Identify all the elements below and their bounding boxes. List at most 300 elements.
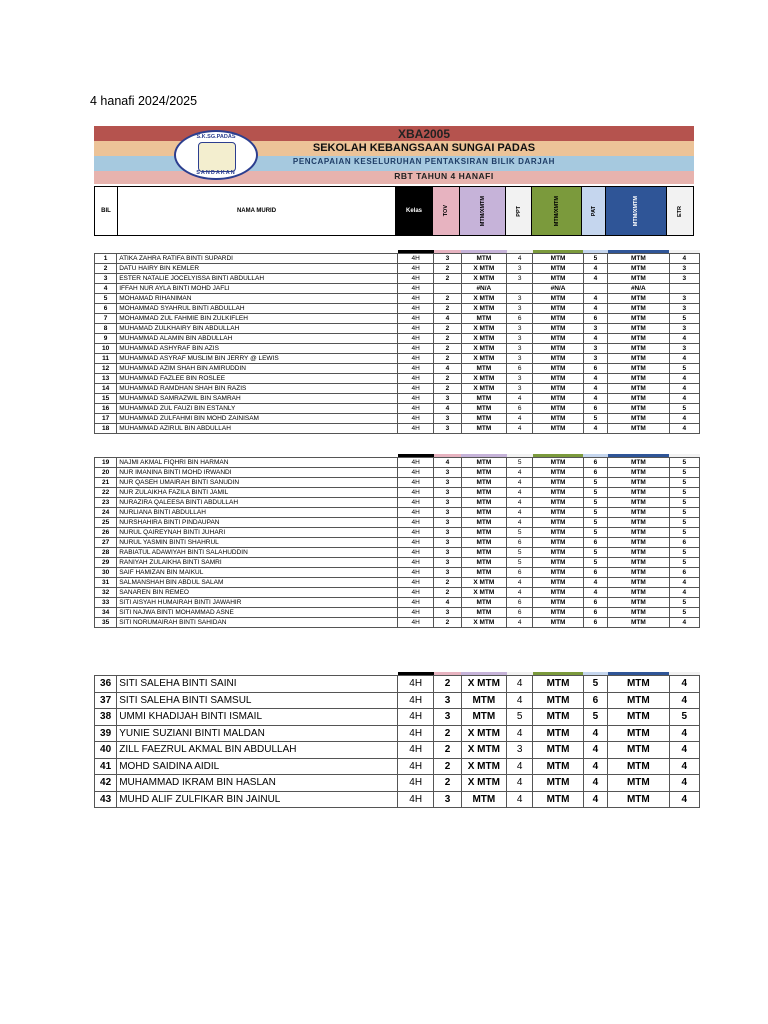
header-tov-label: TOV: [443, 205, 449, 217]
cell-mtm-2: MTM: [533, 578, 584, 588]
cell-etr: [669, 284, 699, 294]
cell-kelas: 4H: [398, 508, 434, 518]
cell-student-name: RANIYAH ZULAIKHA BINTI SAMRI: [117, 558, 398, 568]
cell-bil: 26: [95, 528, 117, 538]
cell-student-name: YUNIE SUZIANI BINTI MALDAN: [117, 725, 398, 742]
cell-mtm-1: MTM: [461, 468, 506, 478]
table-row: [95, 568, 700, 578]
cell-mtm-1: X MTM: [461, 304, 506, 314]
cell-kelas: 4H: [398, 324, 434, 334]
cell-tov: 3: [434, 254, 461, 264]
cell-pat: 4: [583, 274, 607, 284]
cell-bil: 5: [95, 294, 117, 304]
table-row: [95, 742, 700, 759]
banner-subtitle: PENCAPAIAN KESELURUHAN PENTAKSIRAN BILIK DARJAH: [292, 157, 556, 166]
header-mtm-1: [460, 187, 506, 235]
cell-etr: 5: [669, 548, 699, 558]
cell-mtm-2: MTM: [533, 394, 584, 404]
cell-pat: 5: [583, 528, 607, 538]
cell-pat: 3: [583, 324, 607, 334]
cell-etr: 5: [669, 488, 699, 498]
cell-kelas: 4H: [398, 538, 434, 548]
cell-pat: 6: [583, 364, 607, 374]
cell-mtm-1: MTM: [461, 488, 506, 498]
table-row: [95, 394, 700, 404]
cell-tov: 3: [434, 548, 461, 558]
cell-mtm-2: MTM: [533, 568, 584, 578]
cell-bil: 33: [95, 598, 117, 608]
cell-tov: 2: [434, 344, 461, 354]
cell-pat: 4: [583, 304, 607, 314]
cell-student-name: IFFAH NUR AYLA BINTI MOHD JAFLI: [117, 284, 398, 294]
cell-tov: 2: [434, 274, 461, 284]
cell-mtm-1: #N/A: [461, 284, 506, 294]
cell-student-name: NUR QASEH UMAIRAH BINTI SANUDIN: [117, 478, 398, 488]
cell-mtm-2: MTM: [533, 254, 584, 264]
header-mtm-2-label: MTM/XMTM: [553, 195, 560, 227]
cell-kelas: 4H: [398, 498, 434, 508]
table-row: [95, 692, 700, 709]
cell-ppt: 3: [507, 324, 533, 334]
cell-pat: 5: [583, 254, 607, 264]
cell-bil: 17: [95, 414, 117, 424]
cell-mtm-2: MTM: [533, 414, 584, 424]
cell-mtm-1: X MTM: [461, 274, 506, 284]
cell-mtm-1: X MTM: [461, 374, 506, 384]
table-row: [95, 284, 700, 294]
cell-mtm-1: X MTM: [461, 264, 506, 274]
cell-kelas: 4H: [398, 568, 434, 578]
table-row: [95, 488, 700, 498]
cell-mtm-2: MTM: [533, 264, 584, 274]
header-etr-label: ETR: [677, 205, 683, 217]
cell-etr: 5: [669, 468, 699, 478]
cell-ppt: 5: [507, 558, 533, 568]
school-logo-icon: [174, 130, 258, 180]
cell-kelas: 4H: [398, 518, 434, 528]
cell-mtm-2: MTM: [533, 488, 584, 498]
table-row: [95, 274, 700, 284]
cell-kelas: 4H: [398, 558, 434, 568]
cell-etr: 4: [669, 254, 699, 264]
cell-pat: 4: [583, 374, 607, 384]
cell-ppt: 6: [507, 538, 533, 548]
cell-mtm-2: MTM: [533, 498, 584, 508]
table-header: [94, 186, 694, 236]
document-title: 4 hanafi 2024/2025: [90, 94, 198, 108]
cell-student-name: MUHAMMAD AZIM SHAH BIN AMIRUDDIN: [117, 364, 398, 374]
cell-student-name: MUHAMAD ZULKHAIRY BIN ABDULLAH: [117, 324, 398, 334]
cell-bil: 40: [95, 742, 117, 759]
cell-tov: 2: [434, 264, 461, 274]
cell-mtm-3: MTM: [608, 518, 670, 528]
cell-mtm-1: MTM: [461, 518, 506, 528]
cell-bil: 32: [95, 588, 117, 598]
cell-mtm-1: MTM: [461, 598, 506, 608]
cell-mtm-1: X MTM: [461, 588, 506, 598]
cell-student-name: NUR ZULAIKHA FAZILA BINTI JAMIL: [117, 488, 398, 498]
cell-student-name: NURUL YASMIN BINTI SHAHRUL: [117, 538, 398, 548]
header-kelas: Kelas: [396, 187, 433, 235]
cell-ppt: 5: [507, 548, 533, 558]
cell-mtm-1: MTM: [461, 558, 506, 568]
cell-tov: 4: [434, 598, 461, 608]
cell-mtm-1: MTM: [461, 424, 506, 434]
cell-mtm-3: MTM: [608, 725, 670, 742]
cell-bil: 8: [95, 324, 117, 334]
cell-mtm-1: MTM: [461, 528, 506, 538]
cell-tov: 2: [434, 725, 461, 742]
cell-bil: 4: [95, 284, 117, 294]
cell-etr: 4: [669, 692, 699, 709]
cell-etr: 4: [669, 334, 699, 344]
cell-bil: 23: [95, 498, 117, 508]
cell-etr: 5: [669, 498, 699, 508]
cell-etr: 3: [669, 324, 699, 334]
table-row: [95, 414, 700, 424]
cell-mtm-1: MTM: [461, 478, 506, 488]
cell-mtm-1: X MTM: [461, 384, 506, 394]
cell-pat: 6: [583, 458, 607, 468]
cell-etr: 4: [669, 775, 699, 792]
cell-tov: 2: [434, 758, 461, 775]
cell-mtm-1: X MTM: [461, 758, 506, 775]
cell-student-name: ESTER NATALIE JOCELYISSA BINTI ABDULLAH: [117, 274, 398, 284]
cell-mtm-1: MTM: [461, 548, 506, 558]
cell-kelas: 4H: [398, 608, 434, 618]
cell-mtm-1: MTM: [461, 568, 506, 578]
cell-mtm-2: MTM: [533, 314, 584, 324]
cell-student-name: SITI AISYAH HUMAIRAH BINTI JAWAHIR: [117, 598, 398, 608]
cell-mtm-3: MTM: [608, 598, 670, 608]
cell-tov: 2: [434, 374, 461, 384]
cell-kelas: 4H: [398, 588, 434, 598]
cell-mtm-2: MTM: [533, 598, 584, 608]
cell-ppt: 4: [507, 394, 533, 404]
cell-mtm-2: MTM: [533, 548, 584, 558]
cell-pat: 5: [583, 548, 607, 558]
cell-mtm-3: MTM: [608, 364, 670, 374]
cell-mtm-3: MTM: [608, 394, 670, 404]
cell-tov: 3: [434, 692, 461, 709]
cell-bil: 3: [95, 274, 117, 284]
cell-mtm-3: MTM: [608, 618, 670, 628]
cell-ppt: 4: [507, 478, 533, 488]
cell-bil: 22: [95, 488, 117, 498]
cell-pat: 4: [583, 384, 607, 394]
cell-etr: 5: [669, 478, 699, 488]
cell-tov: 3: [434, 558, 461, 568]
cell-etr: 5: [669, 458, 699, 468]
cell-bil: 15: [95, 394, 117, 404]
cell-tov: 3: [434, 538, 461, 548]
cell-bil: 36: [95, 676, 117, 693]
cell-pat: 6: [583, 618, 607, 628]
cell-mtm-3: MTM: [608, 458, 670, 468]
cell-ppt: 4: [507, 578, 533, 588]
cell-ppt: 6: [507, 568, 533, 578]
cell-bil: 7: [95, 314, 117, 324]
cell-ppt: 4: [507, 588, 533, 598]
cell-bil: 16: [95, 404, 117, 414]
cell-bil: 14: [95, 384, 117, 394]
cell-tov: 3: [434, 394, 461, 404]
cell-mtm-3: MTM: [608, 498, 670, 508]
cell-kelas: 4H: [398, 676, 434, 693]
cell-tov: 2: [434, 384, 461, 394]
cell-kelas: 4H: [398, 528, 434, 538]
cell-mtm-2: MTM: [533, 676, 584, 693]
cell-ppt: 3: [507, 384, 533, 394]
header-bil: BIL: [95, 187, 118, 235]
cell-bil: 27: [95, 538, 117, 548]
cell-ppt: 4: [507, 488, 533, 498]
cell-pat: 5: [583, 558, 607, 568]
cell-ppt: 3: [507, 354, 533, 364]
cell-mtm-3: MTM: [608, 478, 670, 488]
cell-mtm-2: MTM: [533, 374, 584, 384]
header-pat: [582, 187, 606, 235]
cell-mtm-3: #N/A: [608, 284, 670, 294]
cell-mtm-2: MTM: [533, 478, 584, 488]
logo-top-text: S.K.SG.PADAS: [196, 134, 236, 140]
table-row: [95, 324, 700, 334]
cell-kelas: 4H: [398, 264, 434, 274]
cell-tov: 2: [434, 324, 461, 334]
cell-ppt: 4: [507, 775, 533, 792]
cell-ppt: 4: [507, 518, 533, 528]
header-mtm-2: [532, 187, 582, 235]
table-row: [95, 478, 700, 488]
table-row: [95, 354, 700, 364]
cell-mtm-1: MTM: [461, 394, 506, 404]
cell-student-name: ATIKA ZAHRA RATIFA BINTI SUPARDI: [117, 254, 398, 264]
cell-pat: 6: [583, 608, 607, 618]
cell-mtm-1: MTM: [461, 404, 506, 414]
table-row: [95, 518, 700, 528]
cell-student-name: MUHAMMAD ASHYRAF BIN AZIS: [117, 344, 398, 354]
cell-mtm-2: MTM: [533, 508, 584, 518]
header-nama: NAMA MURID: [118, 187, 396, 235]
cell-mtm-3: MTM: [608, 314, 670, 324]
table-row: [95, 468, 700, 478]
cell-tov: 3: [434, 791, 461, 808]
table-row: [95, 618, 700, 628]
cell-mtm-3: MTM: [608, 791, 670, 808]
cell-pat: 5: [583, 508, 607, 518]
cell-ppt: 5: [507, 528, 533, 538]
cell-kelas: 4H: [398, 791, 434, 808]
cell-kelas: 4H: [398, 384, 434, 394]
cell-pat: 4: [583, 725, 607, 742]
cell-kelas: 4H: [398, 314, 434, 324]
cell-student-name: SANAREN BIN REMEO: [117, 588, 398, 598]
cell-ppt: 5: [507, 458, 533, 468]
cell-student-name: MUHAMMAD FAZLEE BIN ROSLEE: [117, 374, 398, 384]
cell-tov: 4: [434, 314, 461, 324]
table-row: [95, 588, 700, 598]
table-row: [95, 344, 700, 354]
cell-tov: 2: [434, 304, 461, 314]
cell-mtm-2: MTM: [533, 354, 584, 364]
cell-mtm-1: MTM: [461, 458, 506, 468]
header-tov: [433, 187, 460, 235]
cell-pat: 5: [583, 709, 607, 726]
cell-mtm-3: MTM: [608, 548, 670, 558]
cell-ppt: 3: [507, 304, 533, 314]
cell-bil: 19: [95, 458, 117, 468]
cell-mtm-2: MTM: [533, 692, 584, 709]
cell-tov: 2: [434, 294, 461, 304]
cell-mtm-2: MTM: [533, 775, 584, 792]
table-row: [95, 791, 700, 808]
cell-ppt: 4: [507, 618, 533, 628]
cell-mtm-2: MTM: [533, 404, 584, 414]
cell-kelas: 4H: [398, 344, 434, 354]
cell-tov: 2: [434, 334, 461, 344]
cell-tov: 3: [434, 424, 461, 434]
cell-tov: 2: [434, 618, 461, 628]
cell-mtm-2: MTM: [533, 364, 584, 374]
cell-pat: 4: [583, 578, 607, 588]
cell-pat: 6: [583, 568, 607, 578]
table-row: [95, 676, 700, 693]
table-row: [95, 404, 700, 414]
cell-mtm-2: MTM: [533, 424, 584, 434]
table-row: [95, 725, 700, 742]
table-row: [95, 538, 700, 548]
cell-pat: 6: [583, 538, 607, 548]
cell-bil: 29: [95, 558, 117, 568]
cell-mtm-1: X MTM: [461, 354, 506, 364]
cell-bil: 35: [95, 618, 117, 628]
cell-mtm-3: MTM: [608, 334, 670, 344]
cell-mtm-3: MTM: [608, 775, 670, 792]
cell-etr: 5: [669, 608, 699, 618]
table-row: [95, 424, 700, 434]
cell-ppt: 4: [507, 414, 533, 424]
banner-class-line: RBT TAHUN 4 HANAFI: [394, 171, 494, 181]
cell-student-name: NUR IMANINA BINTI MOHD IRWANDI: [117, 468, 398, 478]
cell-kelas: 4H: [398, 478, 434, 488]
cell-mtm-3: MTM: [608, 274, 670, 284]
cell-kelas: 4H: [398, 468, 434, 478]
cell-mtm-1: X MTM: [461, 742, 506, 759]
cell-mtm-3: MTM: [608, 384, 670, 394]
cell-ppt: 4: [507, 676, 533, 693]
cell-bil: 31: [95, 578, 117, 588]
cell-kelas: 4H: [398, 692, 434, 709]
cell-student-name: SITI SALEHA BINTI SAMSUL: [117, 692, 398, 709]
table-row: [95, 558, 700, 568]
cell-mtm-2: MTM: [533, 334, 584, 344]
cell-mtm-2: MTM: [533, 294, 584, 304]
cell-mtm-2: MTM: [533, 758, 584, 775]
cell-bil: 20: [95, 468, 117, 478]
cell-mtm-2: MTM: [533, 709, 584, 726]
header-mtm-1-label: MTM/XMTM: [479, 195, 486, 227]
cell-tov: 3: [434, 468, 461, 478]
table-row: [95, 294, 700, 304]
cell-etr: 5: [669, 508, 699, 518]
cell-kelas: 4H: [398, 709, 434, 726]
cell-etr: 3: [669, 264, 699, 274]
cell-mtm-1: MTM: [461, 498, 506, 508]
cell-tov: 4: [434, 364, 461, 374]
cell-pat: 4: [583, 758, 607, 775]
cell-mtm-3: MTM: [608, 264, 670, 274]
student-table-section-3: [94, 672, 700, 808]
cell-tov: 3: [434, 528, 461, 538]
cell-ppt: 4: [507, 468, 533, 478]
cell-bil: 39: [95, 725, 117, 742]
cell-mtm-1: X MTM: [461, 324, 506, 334]
cell-etr: 4: [669, 414, 699, 424]
cell-kelas: 4H: [398, 775, 434, 792]
cell-pat: 4: [583, 334, 607, 344]
cell-student-name: MOHAMAD RIHANIMAN: [117, 294, 398, 304]
cell-mtm-3: MTM: [608, 324, 670, 334]
table-row: [95, 364, 700, 374]
cell-tov: 2: [434, 578, 461, 588]
cell-ppt: 3: [507, 374, 533, 384]
cell-etr: 5: [669, 528, 699, 538]
cell-ppt: 4: [507, 791, 533, 808]
cell-bil: 9: [95, 334, 117, 344]
cell-student-name: MUHD ALIF ZULFIKAR BIN JAINUL: [117, 791, 398, 808]
cell-student-name: MUHAMMAD ASYRAF MUSLIM BIN JERRY @ LEWIS: [117, 354, 398, 364]
cell-mtm-1: MTM: [461, 254, 506, 264]
table-row: [95, 578, 700, 588]
cell-mtm-3: MTM: [608, 508, 670, 518]
cell-ppt: 4: [507, 725, 533, 742]
cell-kelas: 4H: [398, 548, 434, 558]
cell-mtm-3: MTM: [608, 254, 670, 264]
cell-bil: 28: [95, 548, 117, 558]
cell-ppt: [507, 284, 533, 294]
header-mtm-3-label: MTM/XMTM: [633, 195, 639, 227]
cell-student-name: MUHAMMAD SAMRAZWIL BIN SAMRAH: [117, 394, 398, 404]
table-row: [95, 775, 700, 792]
cell-etr: 4: [669, 676, 699, 693]
cell-mtm-1: MTM: [461, 692, 506, 709]
cell-bil: 43: [95, 791, 117, 808]
cell-student-name: NURUL QAIREYNAH BINTI JUHARI: [117, 528, 398, 538]
table-row: [95, 314, 700, 324]
cell-bil: 18: [95, 424, 117, 434]
cell-student-name: SALMANSHAH BIN ABDUL SALAM: [117, 578, 398, 588]
cell-mtm-1: MTM: [461, 608, 506, 618]
cell-bil: 12: [95, 364, 117, 374]
cell-kelas: 4H: [398, 488, 434, 498]
cell-tov: 3: [434, 478, 461, 488]
cell-bil: 2: [95, 264, 117, 274]
cell-bil: 42: [95, 775, 117, 792]
cell-mtm-2: MTM: [533, 384, 584, 394]
header-etr: [667, 187, 693, 235]
cell-mtm-2: MTM: [533, 344, 584, 354]
cell-mtm-3: MTM: [608, 709, 670, 726]
cell-student-name: MOHD SAIDINA AIDIL: [117, 758, 398, 775]
cell-kelas: 4H: [398, 725, 434, 742]
cell-student-name: ZILL FAEZRUL AKMAL BIN ABDULLAH: [117, 742, 398, 759]
cell-mtm-3: MTM: [608, 692, 670, 709]
table-row: [95, 528, 700, 538]
cell-bil: 13: [95, 374, 117, 384]
cell-pat: 4: [583, 791, 607, 808]
cell-kelas: 4H: [398, 254, 434, 264]
cell-pat: 3: [583, 354, 607, 364]
